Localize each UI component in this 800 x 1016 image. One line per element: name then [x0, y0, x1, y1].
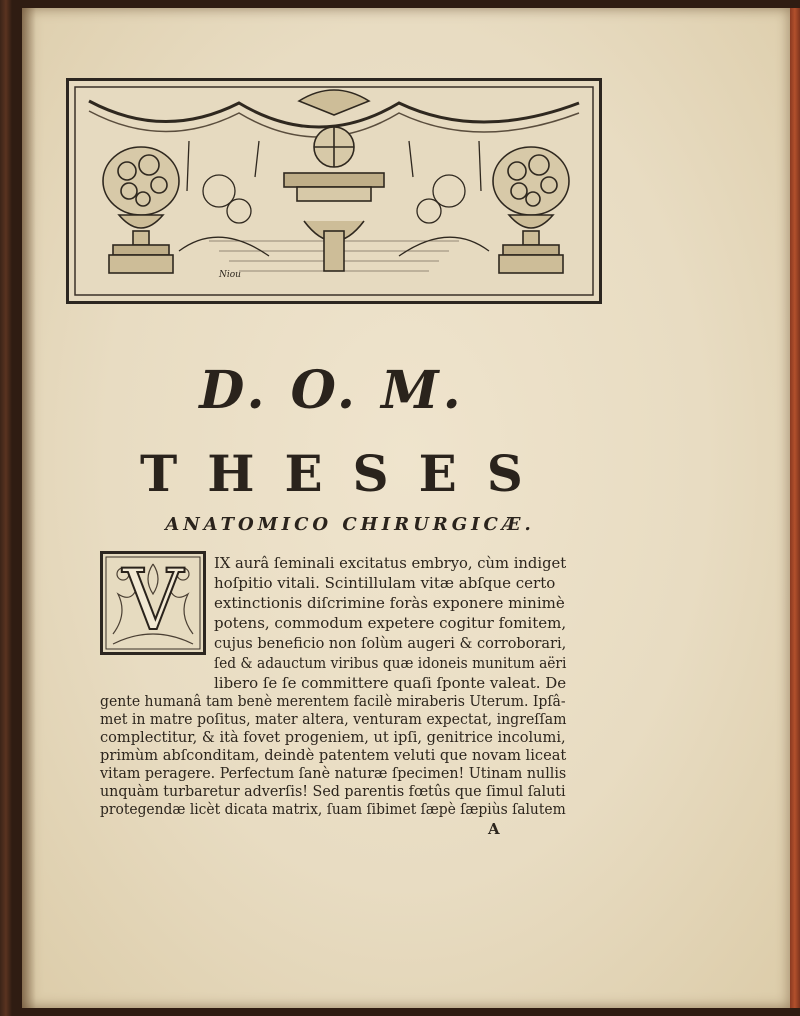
body-line: gente humanâ tam benè merentem facilè miraberis Uterum. Ipſâ-	[100, 692, 566, 710]
signature-mark: A	[488, 820, 500, 838]
body-line: libero ſe ſe committere quaſi ſponte valeat. De	[214, 674, 567, 692]
body-line: complectitur, & ità fovet progeniem, ut ipſi, genitrice incolumi,	[100, 728, 566, 746]
body-line: hoſpitio vitali. Scintillulam vitæ abſque certo	[214, 574, 556, 592]
decorated-initial	[100, 551, 206, 655]
body-line: IX aurâ ſeminali excitatus embryo, cùm indiget	[214, 554, 567, 572]
spine-shadow	[22, 8, 36, 1008]
book-page	[22, 8, 790, 1008]
body-line: primùm abſconditam, deindè patentem veluti que novam liceat	[100, 746, 567, 764]
page-edge	[790, 8, 800, 1008]
ornamental-headpiece	[66, 78, 602, 304]
headpiece-engraving	[69, 81, 599, 301]
body-line: potens, commodum expetere cogitur fomitem,	[214, 614, 567, 632]
subtitle: ANATOMICO CHIRURGICÆ.	[165, 514, 535, 535]
title-theses: THESES	[140, 444, 553, 503]
body-line: ſed & adauctum viribus quæ idoneis munitum aëri	[214, 654, 567, 672]
body-line: unquàm turbaretur adverſis! Sed parentis fœtûs que ſimul ſaluti	[100, 782, 566, 800]
body-line: vitam peragere. Perfectum ſanè naturæ ſpecimen! Utinam nullis	[100, 764, 567, 782]
engraver-signature: Niou	[219, 270, 241, 280]
dom-heading: D. O. M.	[199, 360, 465, 421]
body-line: cujus beneficio non ſolùm augeri & corroborari,	[214, 634, 567, 652]
body-line: extinctionis diſcrimine foràs exponere minimè	[214, 594, 565, 612]
body-line: protegendæ licèt dicata matrix, ſuam ſibimet ſæpè ſæpiùs ſalutem	[100, 800, 566, 818]
body-line: met in matre poſitus, mater altera, venturam expectat, ingreſſam	[100, 710, 567, 728]
initial-letter: V	[122, 551, 184, 649]
